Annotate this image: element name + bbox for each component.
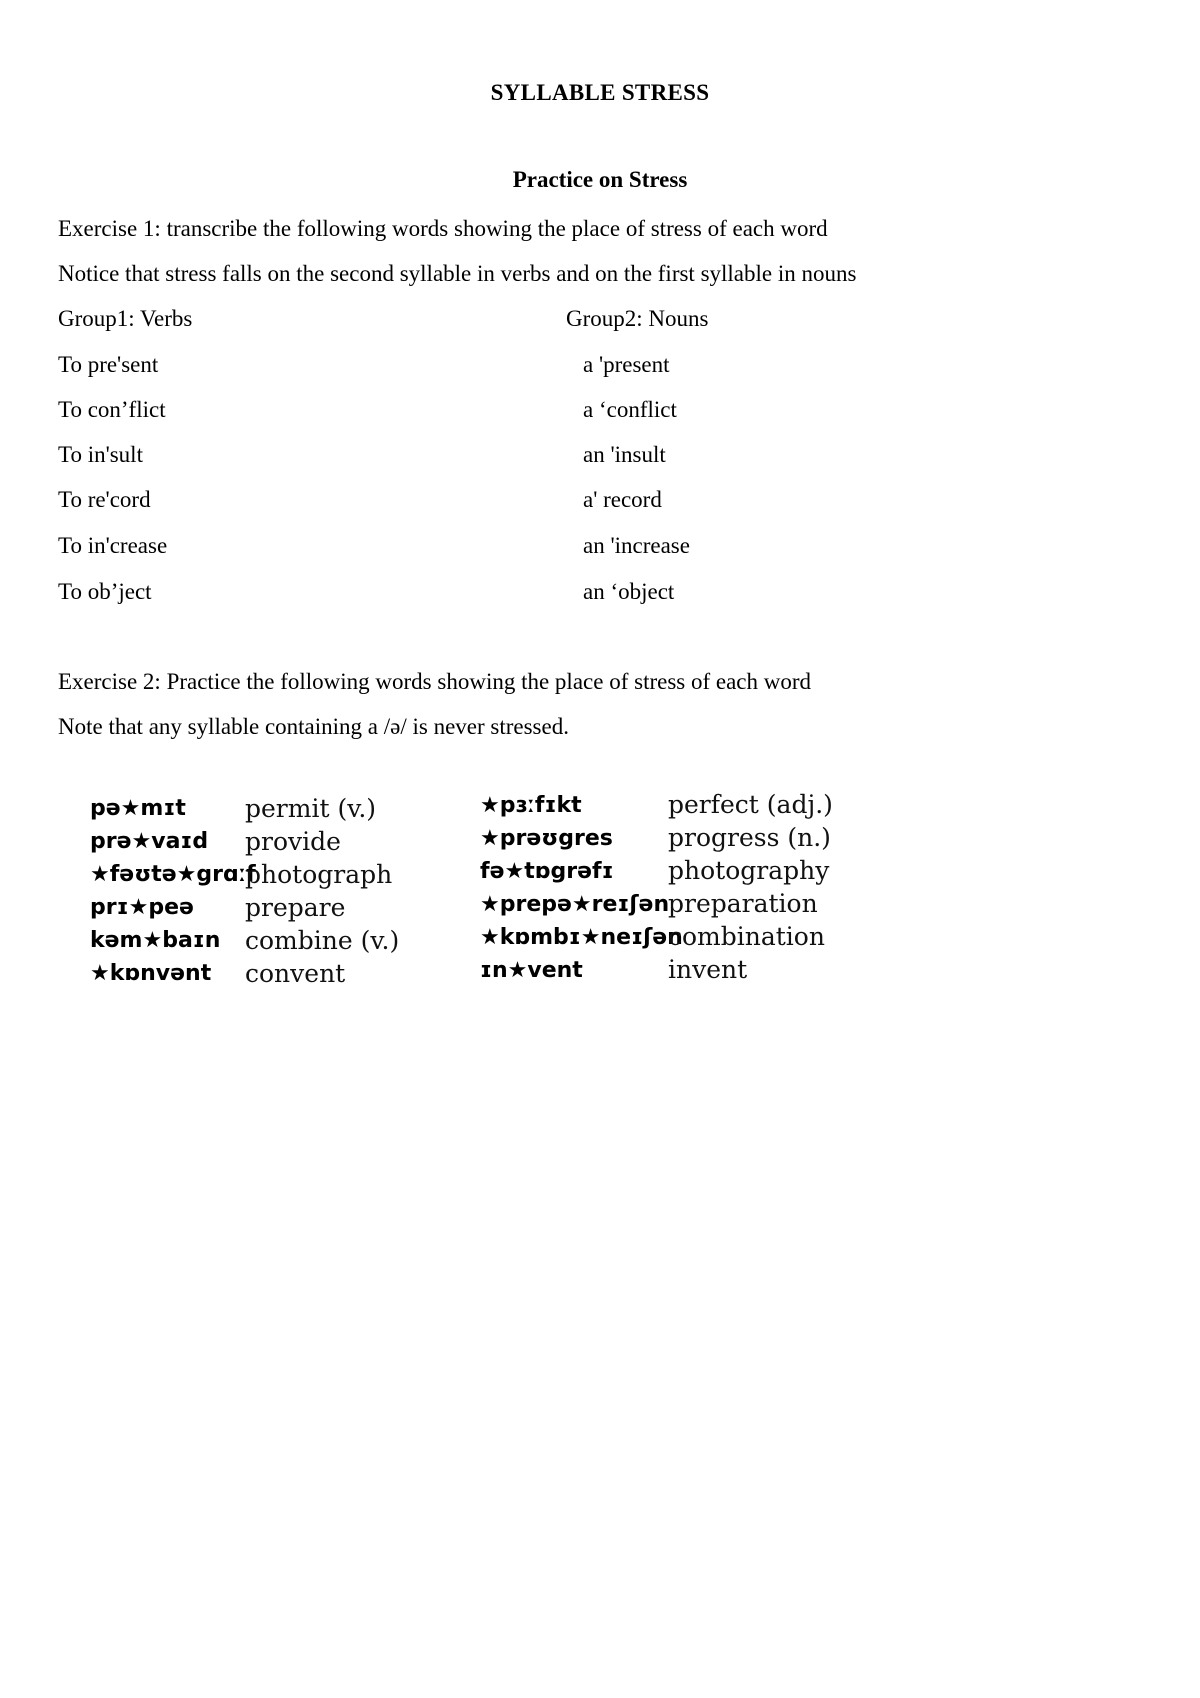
- verb-item: To con’flict: [58, 397, 166, 422]
- verb-item: To pre'sent: [58, 352, 159, 377]
- exercise2-note: Note that any syllable containing a /ə/ is never stressed.: [58, 714, 569, 739]
- word-gloss: provide: [245, 827, 341, 856]
- word-gloss: permit (v.): [245, 794, 377, 823]
- ipa-transcription: pə★mɪt: [90, 796, 186, 821]
- exercise1-note: Notice that stress falls on the second syllable in verbs and on the first syllable in nouns: [58, 261, 857, 286]
- word-gloss: photography: [668, 856, 830, 885]
- word-gloss: combination: [668, 922, 825, 951]
- ipa-transcription: ★fəʊtə★grɑːf: [90, 862, 256, 887]
- word-gloss: invent: [668, 955, 748, 984]
- word-gloss: combine (v.): [245, 926, 400, 955]
- word-gloss: convent: [245, 959, 346, 988]
- word-gloss: photograph: [245, 860, 393, 889]
- verb-item: To in'crease: [58, 533, 168, 558]
- word-gloss: perfect (adj.): [668, 790, 833, 819]
- noun-item: an 'increase: [583, 533, 690, 558]
- section-subtitle: Practice on Stress: [512, 167, 688, 192]
- group1-header: Group1: Verbs: [58, 306, 193, 331]
- noun-item: a' record: [583, 487, 662, 512]
- ipa-transcription: ɪn★vent: [480, 958, 583, 983]
- ipa-transcription: ★prəʊgres: [480, 826, 613, 851]
- ipa-transcription: prɪ★peə: [90, 895, 194, 920]
- exercise1-instruction: Exercise 1: transcribe the following words showing the place of stress of each word: [58, 216, 828, 241]
- ipa-transcription: kəm★baɪn: [90, 928, 221, 953]
- page-title: SYLLABLE STRESS: [490, 80, 710, 105]
- group2-header: Group2: Nouns: [566, 306, 709, 331]
- verb-item: To re'cord: [58, 487, 151, 512]
- verb-item: To ob’ject: [58, 579, 152, 604]
- ipa-transcription: ★pɜːfɪkt: [480, 793, 582, 818]
- ipa-transcription: prə★vaɪd: [90, 829, 209, 854]
- ipa-transcription: ★kɒmbɪ★neɪʃən: [480, 925, 683, 950]
- noun-item: a ‘conflict: [583, 397, 677, 422]
- noun-item: an ‘object: [583, 579, 675, 604]
- ipa-transcription: fə★tɒgrəfɪ: [480, 859, 614, 884]
- verb-item: To in'sult: [58, 442, 143, 467]
- word-gloss: prepare: [245, 893, 346, 922]
- noun-item: a 'present: [583, 352, 670, 377]
- ipa-transcription: ★prepə★reɪʃən: [480, 892, 670, 917]
- word-gloss: preparation: [668, 889, 818, 918]
- ipa-transcription: ★kɒnvənt: [90, 961, 212, 986]
- exercise2-instruction: Exercise 2: Practice the following words showing the place of stress of each word: [58, 669, 812, 694]
- noun-item: an 'insult: [583, 442, 666, 467]
- word-gloss: progress (n.): [668, 823, 831, 852]
